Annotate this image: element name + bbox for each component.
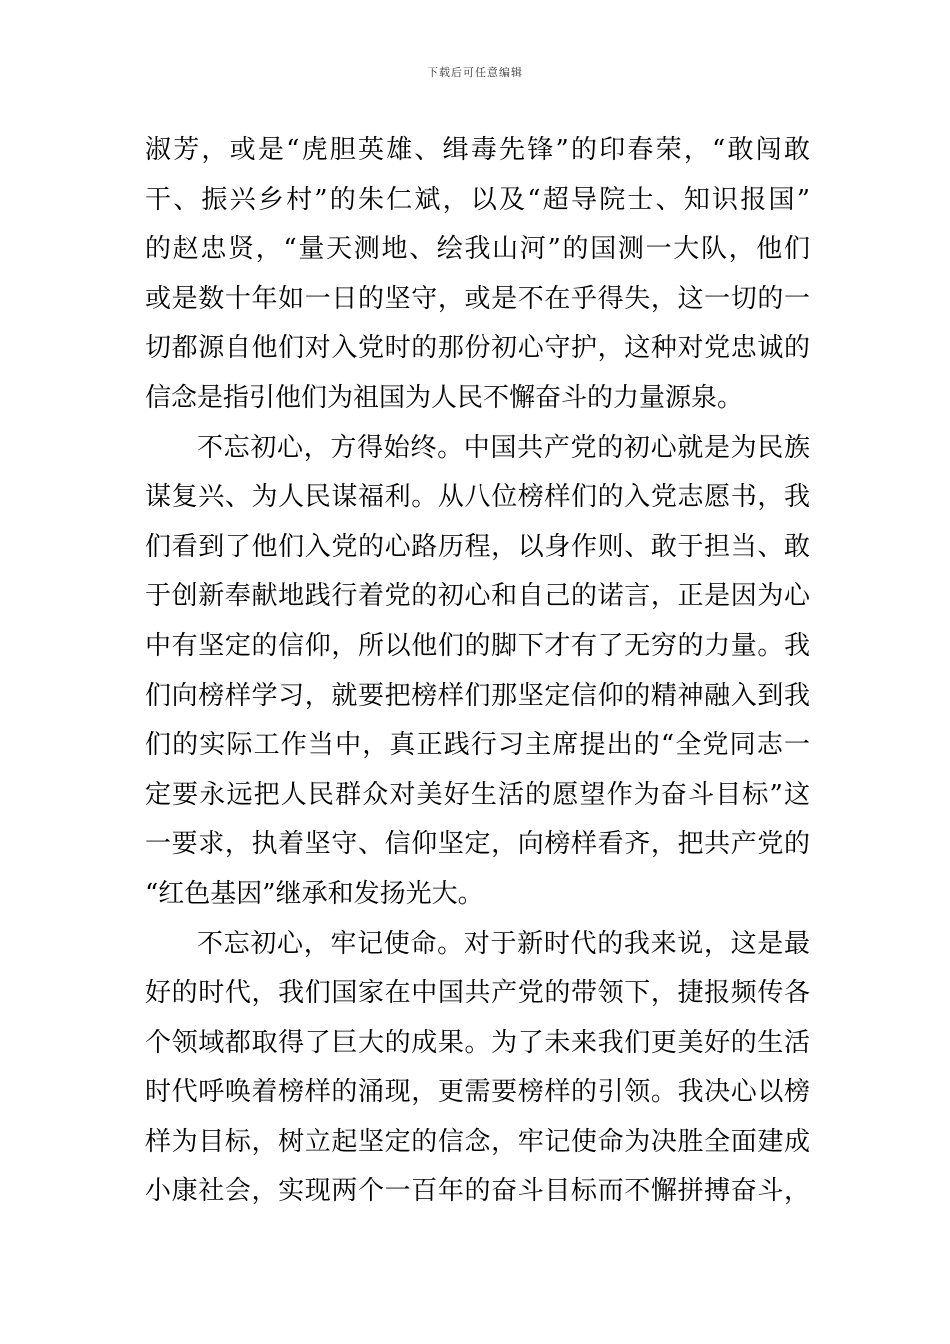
text-line: 于创新奉献地践行着党的初心和自己的诺言，正是因为心: [145, 581, 810, 612]
header-note: 下载后可任意编辑: [427, 66, 523, 79]
text-line: 好的时代，我们国家在中国共产党的带领下，捷报频传各: [145, 978, 810, 1009]
text-line: 不忘初心，方得始终。中国共产党的初心就是为民族: [197, 432, 810, 463]
text-line: 的赵忠贤，“量天测地、绘我山河”的国测一大队，他们: [145, 234, 810, 265]
text-line: 谋复兴、为人民谋福利。从八位榜样们的入党志愿书，我: [145, 482, 810, 513]
text-line: 们看到了他们入党的心路历程，以身作则、敢于担当、敢: [145, 531, 810, 562]
text-line: 信念是指引他们为祖国为人民不懈奋斗的力量源泉。: [145, 382, 744, 413]
text-line: “红色基因”继承和发扬光大。: [145, 878, 484, 909]
body-text: [145, 126, 810, 1217]
text-line: 样为目标，树立起坚定的信念，牢记使命为决胜全面建成: [145, 1126, 810, 1157]
text-line: 一要求，执着坚守、信仰坚定，向榜样看齐，把共产党的: [145, 829, 810, 860]
text-line: 们的实际工作当中，真正践行习主席提出的“全党同志一: [145, 730, 810, 761]
text-line: 不忘初心，牢记使命。对于新时代的我来说，这是最: [197, 928, 810, 959]
text-line: 们向榜样学习，就要把榜样们那坚定信仰的精神融入到我: [145, 680, 810, 711]
text-line: 小康社会，实现两个一百年的奋斗目标而不懈拼搏奋斗，: [145, 1176, 810, 1207]
text-line: 中有坚定的信仰，所以他们的脚下才有了无穷的力量。我: [145, 630, 810, 661]
text-line: 切都源自他们对入党时的那份初心守护，这种对党忠诚的: [145, 333, 810, 364]
text-line: 或是数十年如一日的坚守，或是不在乎得失，这一切的一: [145, 283, 810, 314]
text-line: 淑芳，或是“虎胆英雄、缉毒先锋”的印春荣，“敢闯敢: [145, 135, 810, 165]
text-line: 时代呼唤着榜样的涌现，更需要榜样的引领。我决心以榜: [145, 1077, 810, 1108]
text-line: 个领域都取得了巨大的成果。为了未来我们更美好的生活: [145, 1027, 810, 1058]
text-line: 定要永远把人民群众对美好生活的愿望作为奋斗目标”这: [145, 779, 810, 810]
text-line: 干、振兴乡村”的朱仁斌，以及“超导院士、知识报国”: [145, 184, 810, 215]
